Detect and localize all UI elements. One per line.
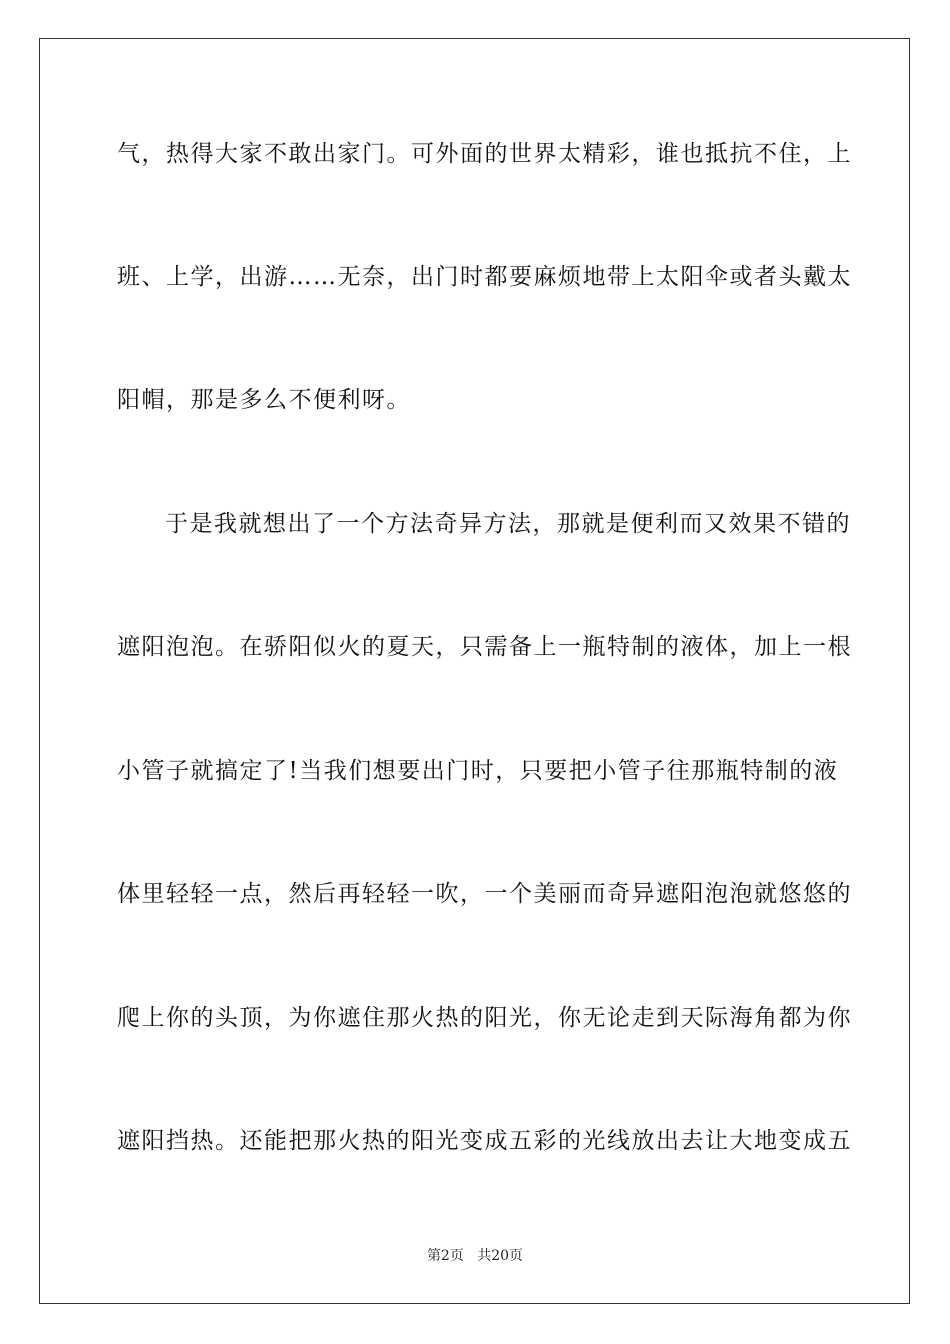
body-text-line-7: 体里轻轻一点，然后再轻轻一吹，一个美丽而奇异遮阳泡泡就悠悠的 (117, 881, 852, 907)
body-text-line-9: 遮阳挡热。还能把那火热的阳光变成五彩的光线放出去让大地变成五 (117, 1128, 852, 1154)
body-text-line-8: 爬上你的头顶，为你遮住那火热的阳光，你无论走到天际海角都为你 (117, 1005, 852, 1031)
body-text-line-6: 小管子就搞定了!当我们想要出门时，只要把小管子往那瓶特制的液 (117, 758, 839, 784)
body-text-line-3: 阳帽，那是多么不便利呀。 (117, 387, 411, 413)
body-text-line-1: 气，热得大家不敢出家门。可外面的世界太精彩，谁也抵抗不住，上 (117, 141, 852, 167)
page-number: 第2页 (426, 1248, 464, 1264)
page-border (39, 38, 910, 1304)
page-total: 共20页 (477, 1248, 524, 1264)
page-footer (0, 1246, 950, 1266)
body-text-line-2: 班、上学，出游……无奈，出门时都要麻烦地带上太阳伞或者头戴太 (117, 264, 852, 290)
paragraph-2-line-1: 于是我就想出了一个方法奇异方法，那就是便利而又效果不错的 (165, 511, 851, 537)
body-text-line-5: 遮阳泡泡。在骄阳似火的夏天，只需备上一瓶特制的液体，加上一根 (117, 634, 852, 660)
